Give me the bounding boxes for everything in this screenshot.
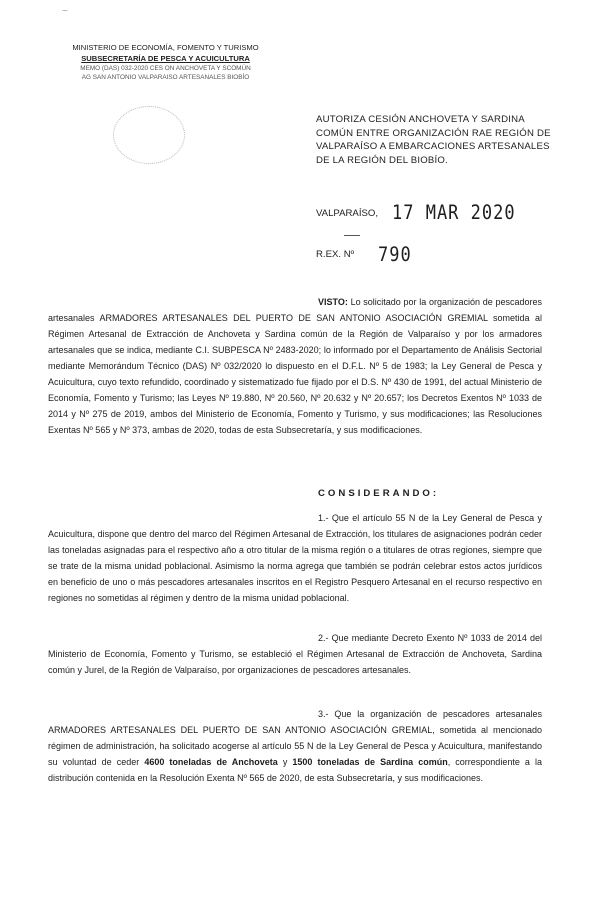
considerando-3 [48,706,542,786]
resolution-number: 790 [378,243,412,267]
anchoveta-tonnage: 4600 toneladas de Anchoveta [144,757,278,767]
considerando-3-text-c: , correspondiente a la distribución contenida en la Resolución Exenta Nº 565 de 2020, de esta Subsecretaría, y sus modificaciones. [48,757,542,783]
rex-label: R.EX. Nº [316,249,355,260]
resolution-subject: AUTORIZA CESIÓN ANCHOVETA Y SARDINA COMÚN ENTRE ORGANIZACIÓN RAE REGIÓN DE VALPARAÍSO A EMBARCACIONES ARTESANALES DE LA REGIÓN DEL BIOBÍO. [316,114,551,166]
reference-line-2: AG SAN ANTONIO VALPARAISO ARTESANALES BIOBÍO [81,74,250,81]
considerando-1 [48,510,542,606]
place-label: VALPARAÍSO, [316,208,379,219]
resolution-date: 17 MAR 2020 [392,201,516,225]
reference-line-1: MEMO (DAS) 032-2020 CES ON ANCHOVETA Y SCOMÚN [80,65,251,72]
sardina-tonnage: 1500 toneladas de Sardina común [292,757,448,767]
faded-stamp [113,106,185,164]
visto-text: Lo solicitado por la organización de pescadores artesanales ARMADORES ARTESANALES DEL PUERTO DE SAN ANTONIO ASOCIACIÓN GREMIAL sometida al Régimen Artesanal de Extracción de Anchoveta y Sardina común de la Región de Valparaíso y por los armadores artesanales que se indica, mediante C.I. SUBPESCA Nº 2483-2020; lo informado por el Departamento de Análisis Sectorial mediante Memorándum Técnico (DAS) Nº 032/2020 lo dispuesto en el D.F.L. Nº 5 de 1983; la Ley General de Pesca y Acuicultura, cuyo texto refundido, coordinado y sistematizado fue fijado por el D.S. Nº 430 de 1991, del actual Ministerio de Economía, Fomento y Turismo; las Leyes Nº 19.880, Nº 20.560, Nº 20.632 y Nº 20.657; los Decretos Exentos Nº 1033 de 2014 y Nº 275 de 2019, ambos del Ministerio de Economía, Fomento y Turismo, y sus modificaciones; las Resoluciones Exentas Nº 565 y Nº 373, ambas de 2020, todas de esta Subsecretaría, y sus modificaciones. [48,297,542,435]
visto-section [48,294,542,438]
considerando-2-text: 2.- Que mediante Decreto Exento Nº 1033 de 2014 del Ministerio de Economía, Fomento y Turismo, se estableció el Régimen Artesanal de Extracción de Anchoveta, Sardina común y Jurel, de la Región de Valparaíso, por organizaciones de pescadores artesanales. [48,633,542,675]
letterhead [48,42,283,82]
ministry-name: MINISTERIO DE ECONOMÍA, FOMENTO Y TURISMO [72,43,259,52]
considerando-3-text-a: 3.- Que la organización de pescadores artesanales ARMADORES ARTESANALES DEL PUERTO DE SAN ANTONIO ASOCIACIÓN GREMIAL, sometida al mencionado régimen de administración, ha solicitado acogerse al artículo 55 N de la Ley General de Pesca y Acuicultura, manifestando su voluntad de ceder [48,709,542,767]
considerando-3-text-mid: y [277,757,293,767]
subsecretaria-name: SUBSECRETARÍA DE PESCA Y ACUICULTURA [81,54,250,63]
page-mark: ~ [62,6,68,17]
number-dash [344,235,360,236]
considerando-2 [48,630,542,678]
considerando-heading: CONSIDERANDO: [318,488,440,499]
considerando-1-text: 1.- Que el artículo 55 N de la Ley General de Pesca y Acuicultura, dispone que dentro del marco del Régimen Artesanal de Extracción, los titulares de asignaciones podrán ceder las toneladas asignadas para el respectivo año a otro titular de la misma región o a titulares de otras regiones, siempre que se trate de la misma unidad poblacional. Asimismo la norma agrega que también se podrán celebrar estos actos jurídicos en beneficio de uno o más pescadores artesanales inscritos en el Registro Pesquero Artesanal en el recurso respectivo en regiones no sometidas al régimen y dentro de la misma unidad poblacional. [48,513,542,603]
visto-label: VISTO: [318,297,348,307]
